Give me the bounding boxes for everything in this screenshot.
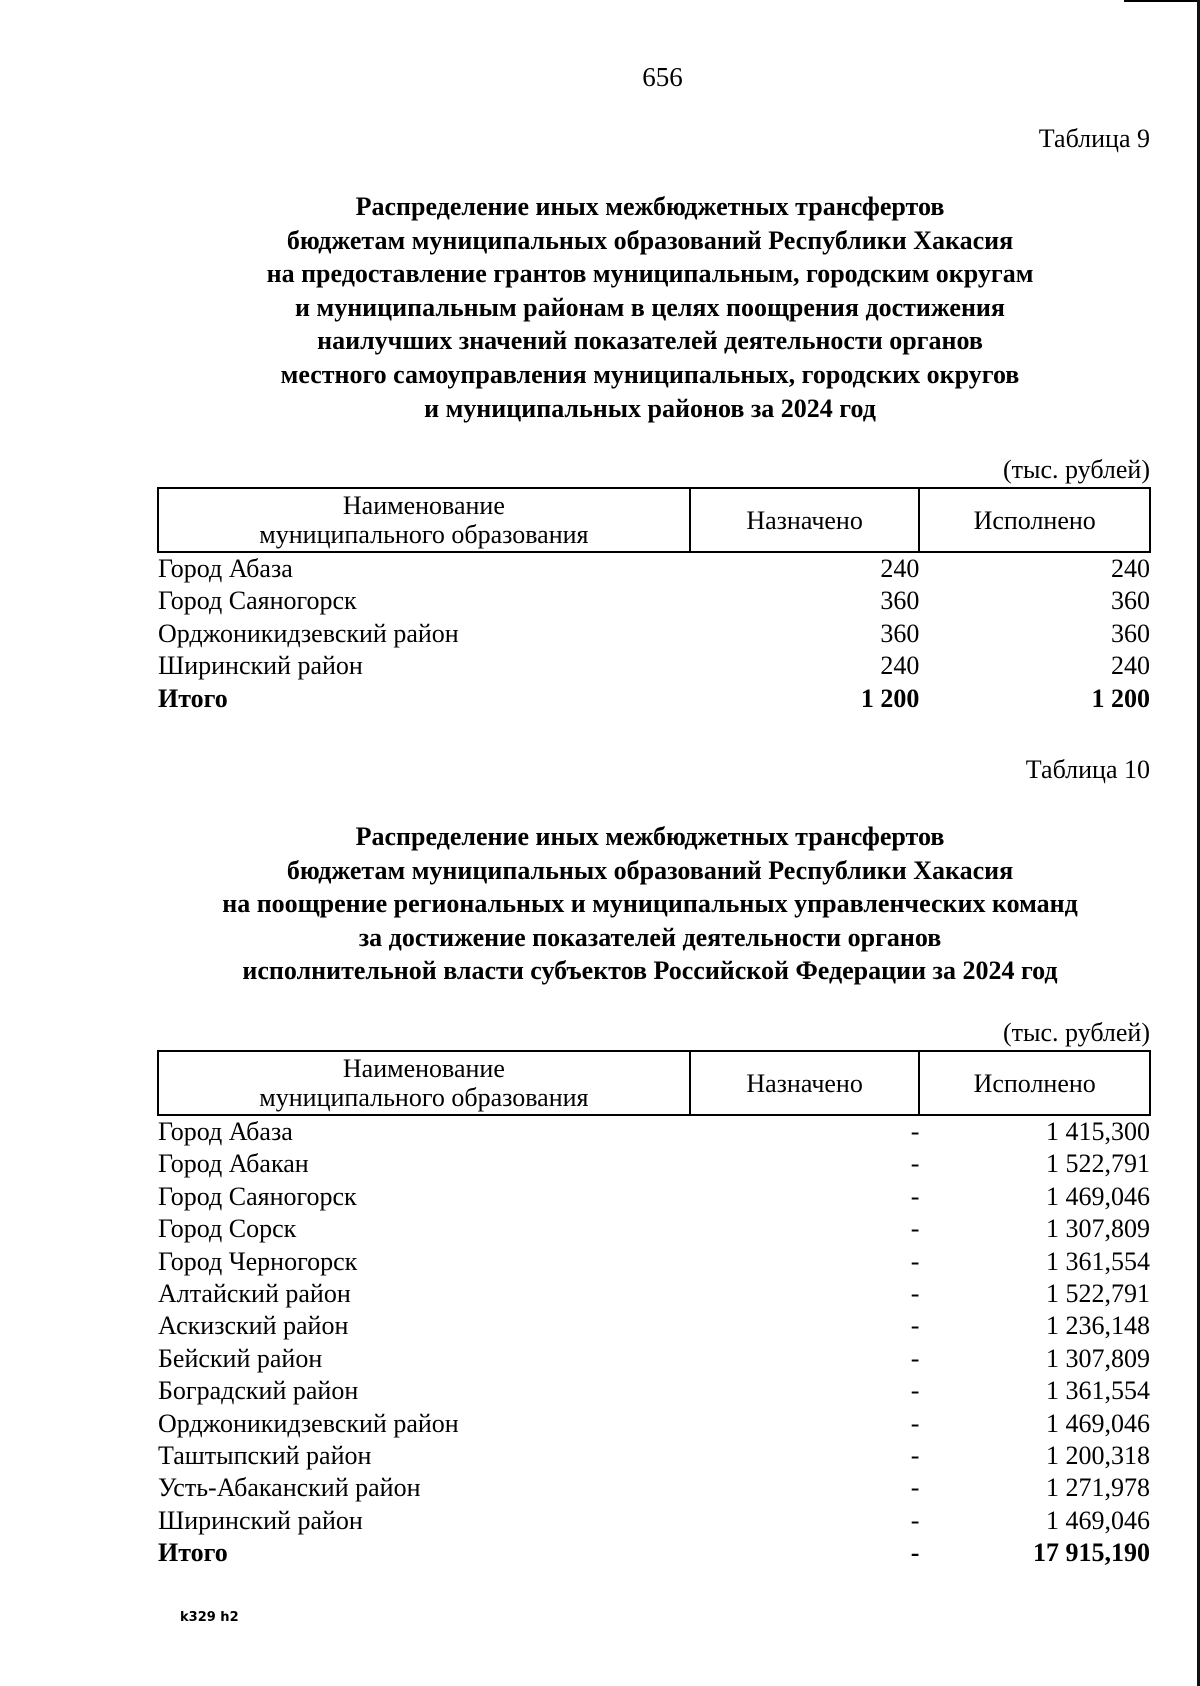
row-assigned: 360	[880, 618, 920, 648]
table-row	[158, 585, 1150, 617]
table-row	[158, 1343, 1150, 1375]
table-row	[158, 1375, 1150, 1407]
table10	[157, 1050, 1151, 1570]
table-row	[158, 1148, 1150, 1180]
row-executed: 1 522,791	[1046, 1149, 1150, 1179]
row-executed: 1 361,554	[1046, 1376, 1150, 1406]
table9-title	[150, 190, 1150, 425]
title-line: и муниципальным районам в целях поощрения достижения	[295, 292, 1005, 322]
row-assigned: -	[910, 1343, 920, 1373]
table-row	[158, 1278, 1150, 1310]
total-name: Итого	[158, 1538, 228, 1568]
row-assigned: -	[910, 1376, 920, 1406]
table-row	[158, 618, 1150, 650]
row-assigned: -	[910, 1441, 920, 1471]
row-executed: 1 200,318	[1046, 1441, 1150, 1471]
table-total-row	[158, 1537, 1150, 1569]
row-name: Город Абакан	[158, 1149, 309, 1179]
row-executed: 1 469,046	[1046, 1505, 1150, 1535]
table-row	[158, 650, 1150, 682]
row-assigned: -	[910, 1181, 920, 1211]
row-name: Орджоникидзевский район	[158, 1408, 459, 1438]
row-name: Усть-Абаканский район	[158, 1473, 421, 1503]
row-executed: 240	[1111, 554, 1150, 583]
row-assigned: 360	[880, 586, 920, 616]
row-assigned: -	[910, 1311, 920, 1341]
title-line: исполнительной власти субъектов Российской Федерации за 2024 год	[242, 956, 1058, 986]
title-line: за достижение показателей деятельности органов	[358, 922, 942, 952]
footer-code: k329 h2	[180, 1610, 239, 1625]
table-row	[158, 1472, 1150, 1504]
row-assigned: -	[910, 1505, 920, 1535]
row-executed: 1 522,791	[1046, 1279, 1150, 1309]
row-name: Город Саяногорск	[158, 586, 357, 616]
column-header-name: Наименование муниципального образования	[158, 488, 690, 552]
row-name: Город Абаза	[158, 1117, 293, 1146]
total-assigned: 1 200	[860, 683, 920, 713]
row-executed: 1 469,046	[1046, 1181, 1150, 1211]
row-executed: 1 271,978	[1046, 1473, 1150, 1503]
row-assigned: -	[910, 1117, 920, 1146]
table10-label: Таблица 10	[1025, 755, 1150, 784]
table-header-row	[158, 488, 1150, 552]
table9-label: Таблица 9	[1038, 124, 1150, 153]
column-header-assigned: Назначено	[690, 488, 920, 552]
table10-units: (тыс. рублей)	[1002, 1018, 1150, 1047]
row-executed: 1 361,554	[1046, 1246, 1150, 1276]
table-row	[158, 1115, 1150, 1148]
row-executed: 360	[1111, 618, 1150, 648]
row-assigned: 240	[880, 554, 920, 583]
table-row	[158, 1246, 1150, 1278]
table-row	[158, 1310, 1150, 1342]
row-name: Ширинский район	[158, 651, 363, 681]
title-line: и муниципальных районов за 2024 год	[424, 393, 876, 423]
table-row	[158, 1505, 1150, 1537]
column-header-name: Наименование муниципального образования	[158, 1051, 690, 1115]
table-row	[158, 1408, 1150, 1440]
column-header-executed: Исполнено	[919, 1051, 1150, 1115]
row-name: Боградский район	[158, 1376, 359, 1406]
table9	[157, 487, 1151, 715]
row-assigned: -	[910, 1149, 920, 1179]
row-assigned: -	[910, 1279, 920, 1309]
title-line: на предоставление грантов муниципальным, городским округам	[266, 259, 1034, 289]
row-assigned: -	[910, 1214, 920, 1244]
page-number: 656	[642, 62, 683, 92]
table-total-row	[158, 683, 1150, 715]
row-name: Город Саяногорск	[158, 1181, 357, 1211]
column-header-assigned: Назначено	[690, 1051, 920, 1115]
row-name: Таштыпский район	[158, 1441, 372, 1471]
scan-edge-top	[1124, 0, 1200, 2]
title-line: Распределение иных межбюджетных трансфертов	[355, 192, 945, 221]
row-name: Город Абаза	[158, 554, 293, 583]
row-assigned: -	[910, 1246, 920, 1276]
title-line: Распределение иных межбюджетных трансфертов	[355, 822, 945, 851]
table10-title	[150, 820, 1150, 988]
title-line: местного самоуправления муниципальных, городских округов	[280, 359, 1020, 389]
row-name: Бейский район	[158, 1343, 323, 1373]
row-assigned: -	[910, 1408, 920, 1438]
title-line: на поощрение региональных и муниципальных управленческих команд	[222, 889, 1078, 919]
total-assigned: -	[910, 1538, 920, 1568]
row-name: Город Черногорск	[158, 1246, 358, 1276]
title-line: наилучших значений показателей деятельности органов	[317, 326, 983, 356]
table-row	[158, 552, 1150, 585]
column-header-executed: Исполнено	[919, 488, 1150, 552]
table-header-row	[158, 1051, 1150, 1115]
row-assigned: 240	[880, 651, 920, 681]
row-executed: 1 307,809	[1046, 1214, 1150, 1244]
row-executed: 240	[1111, 651, 1150, 681]
row-executed: 1 415,300	[1046, 1117, 1150, 1146]
row-name: Ширинский район	[158, 1505, 363, 1535]
row-name: Алтайский район	[158, 1279, 351, 1309]
row-name: Орджоникидзевский район	[158, 618, 459, 648]
title-line: бюджетам муниципальных образований Республики Хакасия	[286, 225, 1014, 255]
total-executed: 1 200	[1091, 683, 1150, 713]
row-name: Город Сорск	[158, 1214, 297, 1244]
row-assigned: -	[910, 1473, 920, 1503]
total-executed: 17 915,190	[1033, 1538, 1150, 1568]
table9-units: (тыс. рублей)	[1002, 455, 1150, 484]
table-row	[158, 1181, 1150, 1213]
row-name: Аскизский район	[158, 1311, 349, 1341]
row-executed: 1 236,148	[1046, 1311, 1150, 1341]
table-row	[158, 1440, 1150, 1472]
title-line: бюджетам муниципальных образований Республики Хакасия	[286, 855, 1014, 885]
table-row	[158, 1213, 1150, 1245]
row-executed: 1 469,046	[1046, 1408, 1150, 1438]
row-executed: 1 307,809	[1046, 1343, 1150, 1373]
total-name: Итого	[158, 683, 228, 713]
row-executed: 360	[1111, 586, 1150, 616]
